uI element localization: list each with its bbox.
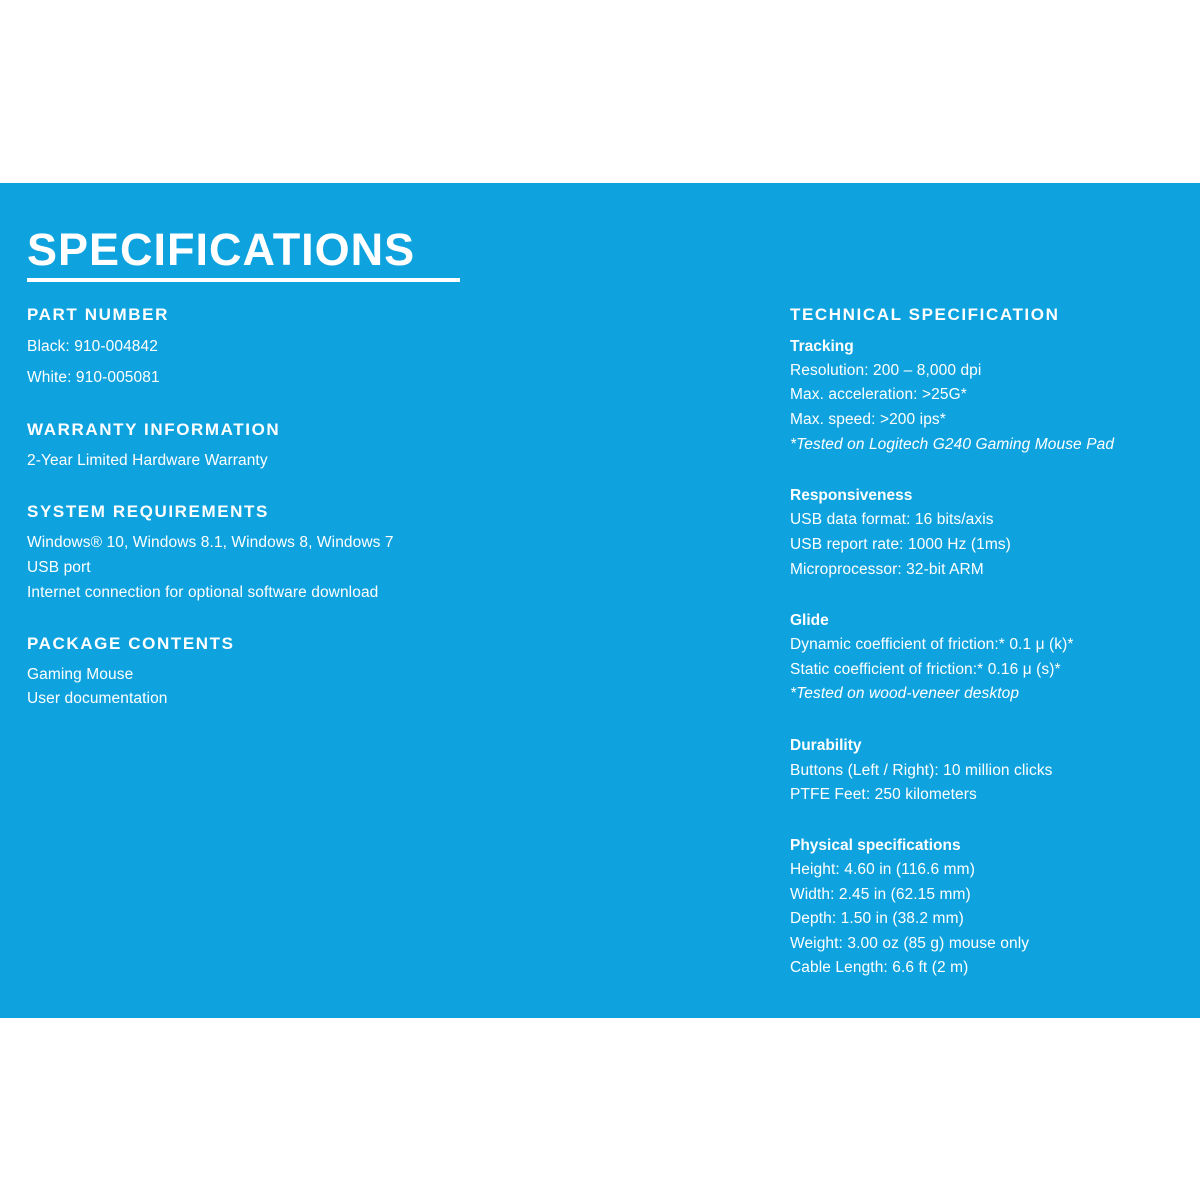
- specifications-panel: [0, 183, 1200, 1018]
- physical-line: Weight: 3.00 oz (85 g) mouse only: [790, 935, 1030, 952]
- part-number-heading: PART NUMBER: [27, 305, 169, 324]
- tracking-line: Resolution: 200 – 8,000 dpi: [790, 362, 982, 379]
- physical-specifications-title: Physical specifications: [790, 837, 961, 854]
- responsiveness-title: Responsiveness: [790, 487, 913, 504]
- part-number-black: Black: 910-004842: [27, 338, 158, 355]
- technical-specification-heading: TECHNICAL SPECIFICATION: [790, 305, 1060, 324]
- physical-line: Width: 2.45 in (62.15 mm): [790, 886, 971, 903]
- glide-line: Static coefficient of friction:* 0.16 μ (s)*: [790, 661, 1061, 678]
- tracking-footnote: *Tested on Logitech G240 Gaming Mouse Pad: [790, 436, 1115, 453]
- package-contents-line: Gaming Mouse: [27, 666, 134, 683]
- system-requirements-line: USB port: [27, 559, 91, 576]
- glide-footnote: *Tested on wood-veneer desktop: [790, 685, 1020, 702]
- page-title: SPECIFICATIONS: [27, 224, 416, 275]
- package-contents-heading: PACKAGE CONTENTS: [27, 634, 235, 653]
- system-requirements-line: Internet connection for optional software download: [27, 584, 379, 601]
- durability-title: Durability: [790, 737, 862, 754]
- responsiveness-line: USB report rate: 1000 Hz (1ms): [790, 536, 1011, 553]
- responsiveness-line: USB data format: 16 bits/axis: [790, 511, 994, 528]
- warranty-heading: WARRANTY INFORMATION: [27, 420, 281, 439]
- durability-line: Buttons (Left / Right): 10 million clicks: [790, 762, 1053, 779]
- tracking-line: Max. acceleration: >25G*: [790, 386, 967, 403]
- physical-line: Cable Length: 6.6 ft (2 m): [790, 959, 969, 976]
- glide-line: Dynamic coefficient of friction:* 0.1 μ (k)*: [790, 636, 1074, 653]
- system-requirements-line: Windows® 10, Windows 8.1, Windows 8, Windows 7: [27, 534, 394, 551]
- system-requirements-heading: SYSTEM REQUIREMENTS: [27, 502, 269, 521]
- glide-title: Glide: [790, 612, 829, 629]
- part-number-white: White: 910-005081: [27, 369, 160, 386]
- warranty-line: 2-Year Limited Hardware Warranty: [27, 452, 268, 469]
- physical-line: Depth: 1.50 in (38.2 mm): [790, 910, 964, 927]
- package-contents-line: User documentation: [27, 690, 168, 707]
- responsiveness-line: Microprocessor: 32-bit ARM: [790, 561, 984, 578]
- durability-line: PTFE Feet: 250 kilometers: [790, 786, 977, 803]
- tracking-title: Tracking: [790, 338, 854, 355]
- title-underline: [27, 278, 460, 282]
- physical-line: Height: 4.60 in (116.6 mm): [790, 861, 975, 878]
- tracking-line: Max. speed: >200 ips*: [790, 411, 946, 428]
